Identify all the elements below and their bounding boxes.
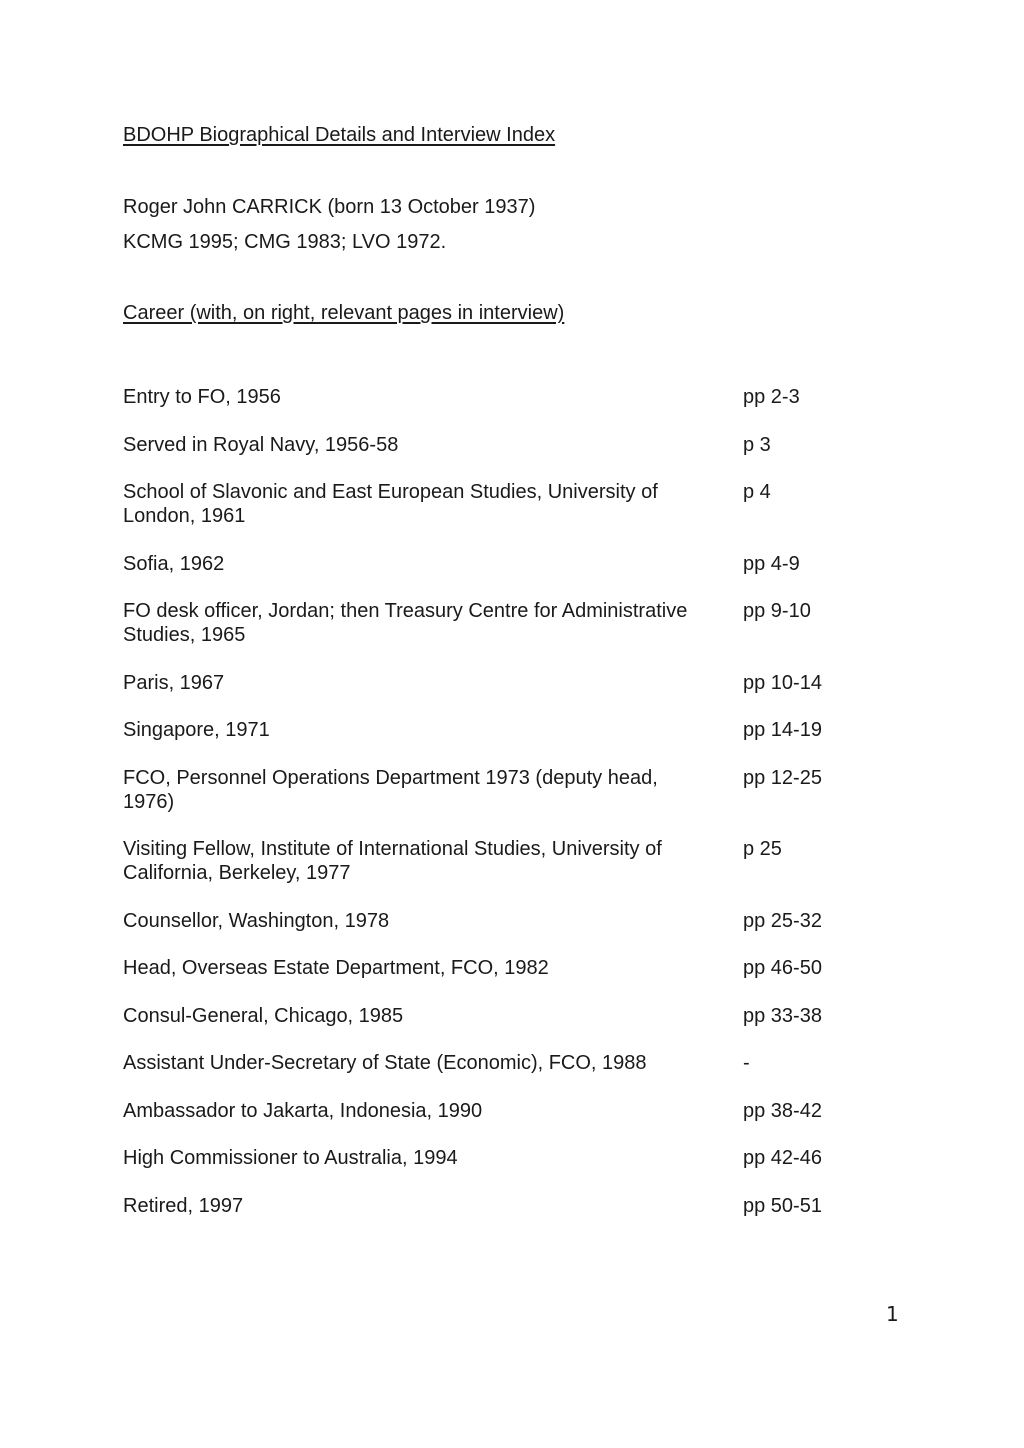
document-title: BDOHP Biographical Details and Interview Index — [123, 124, 556, 146]
subject-name: Roger John CARRICK (born 13 October 1937) — [123, 196, 536, 218]
career-entry-pages: pp 46-50 — [743, 957, 822, 979]
career-entry — [123, 1194, 883, 1218]
career-entry — [123, 599, 883, 647]
career-entry-pages: pp 4-9 — [743, 552, 800, 575]
career-entry — [123, 433, 883, 457]
career-entry-pages: p 25 — [743, 838, 782, 860]
career-entry — [123, 837, 883, 885]
career-entry-description: Counsellor, Washington, 1978 — [123, 909, 390, 932]
career-entry-description: High Commissioner to Australia, 1994 — [123, 1147, 458, 1169]
career-entry-description: Singapore, 1971 — [123, 719, 270, 741]
career-entry — [123, 766, 883, 814]
career-entry-pages: p 3 — [743, 433, 771, 456]
career-entry-description: FO desk officer, Jordan; then Treasury Centre for Administrative Studies, 1965 — [123, 600, 688, 646]
career-entry-pages: pp 38-42 — [743, 1099, 822, 1122]
career-entry-description: Entry to FO, 1956 — [123, 386, 281, 408]
career-entry-description: Consul-General, Chicago, 1985 — [123, 1004, 404, 1027]
career-entry — [123, 909, 883, 933]
career-entry-description: Sofia, 1962 — [123, 552, 225, 575]
career-entry — [123, 1004, 883, 1028]
career-entry-pages: pp 12-25 — [743, 766, 822, 789]
career-entry-description: Retired, 1997 — [123, 1194, 244, 1217]
career-entry-description: Paris, 1967 — [123, 671, 225, 694]
career-entry — [123, 385, 883, 409]
career-entry-description: Visiting Fellow, Institute of International Studies, University of California, Berkeley, 1977 — [123, 838, 662, 884]
career-entry — [123, 480, 883, 528]
career-entry-pages: pp 42-46 — [743, 1147, 822, 1169]
career-entry — [123, 1099, 883, 1123]
career-entry-pages: pp 10-14 — [743, 671, 822, 694]
career-entry-pages: pp 14-19 — [743, 719, 822, 741]
career-entry — [123, 956, 883, 980]
page-number: 1 — [886, 1302, 899, 1326]
career-entry — [123, 552, 883, 576]
career-entry-description: School of Slavonic and East European Studies, University of London, 1961 — [123, 481, 658, 527]
career-entry-description: Served in Royal Navy, 1956-58 — [123, 433, 399, 456]
career-entry — [123, 1051, 883, 1075]
career-entry-pages: pp 50-51 — [743, 1194, 822, 1217]
career-entry — [123, 718, 883, 742]
career-entry-description: Head, Overseas Estate Department, FCO, 1982 — [123, 957, 549, 979]
career-heading: Career (with, on right, relevant pages in interview) — [123, 302, 565, 324]
subject-honours: KCMG 1995; CMG 1983; LVO 1972. — [123, 231, 447, 253]
career-entry-pages: p 4 — [743, 481, 771, 503]
career-entry-pages: pp 33-38 — [743, 1004, 822, 1027]
career-entry — [123, 671, 883, 695]
career-entry-description: FCO, Personnel Operations Department 1973 (deputy head, 1976) — [123, 766, 658, 813]
career-entry — [123, 1146, 883, 1170]
career-entry-pages: pp 25-32 — [743, 909, 822, 932]
career-list — [123, 385, 883, 1241]
career-entry-pages: pp 2-3 — [743, 386, 800, 408]
career-entry-description: Assistant Under-Secretary of State (Economic), FCO, 1988 — [123, 1052, 647, 1074]
career-entry-pages: - — [743, 1052, 750, 1074]
career-entry-pages: pp 9-10 — [743, 600, 811, 622]
career-entry-description: Ambassador to Jakarta, Indonesia, 1990 — [123, 1099, 483, 1122]
